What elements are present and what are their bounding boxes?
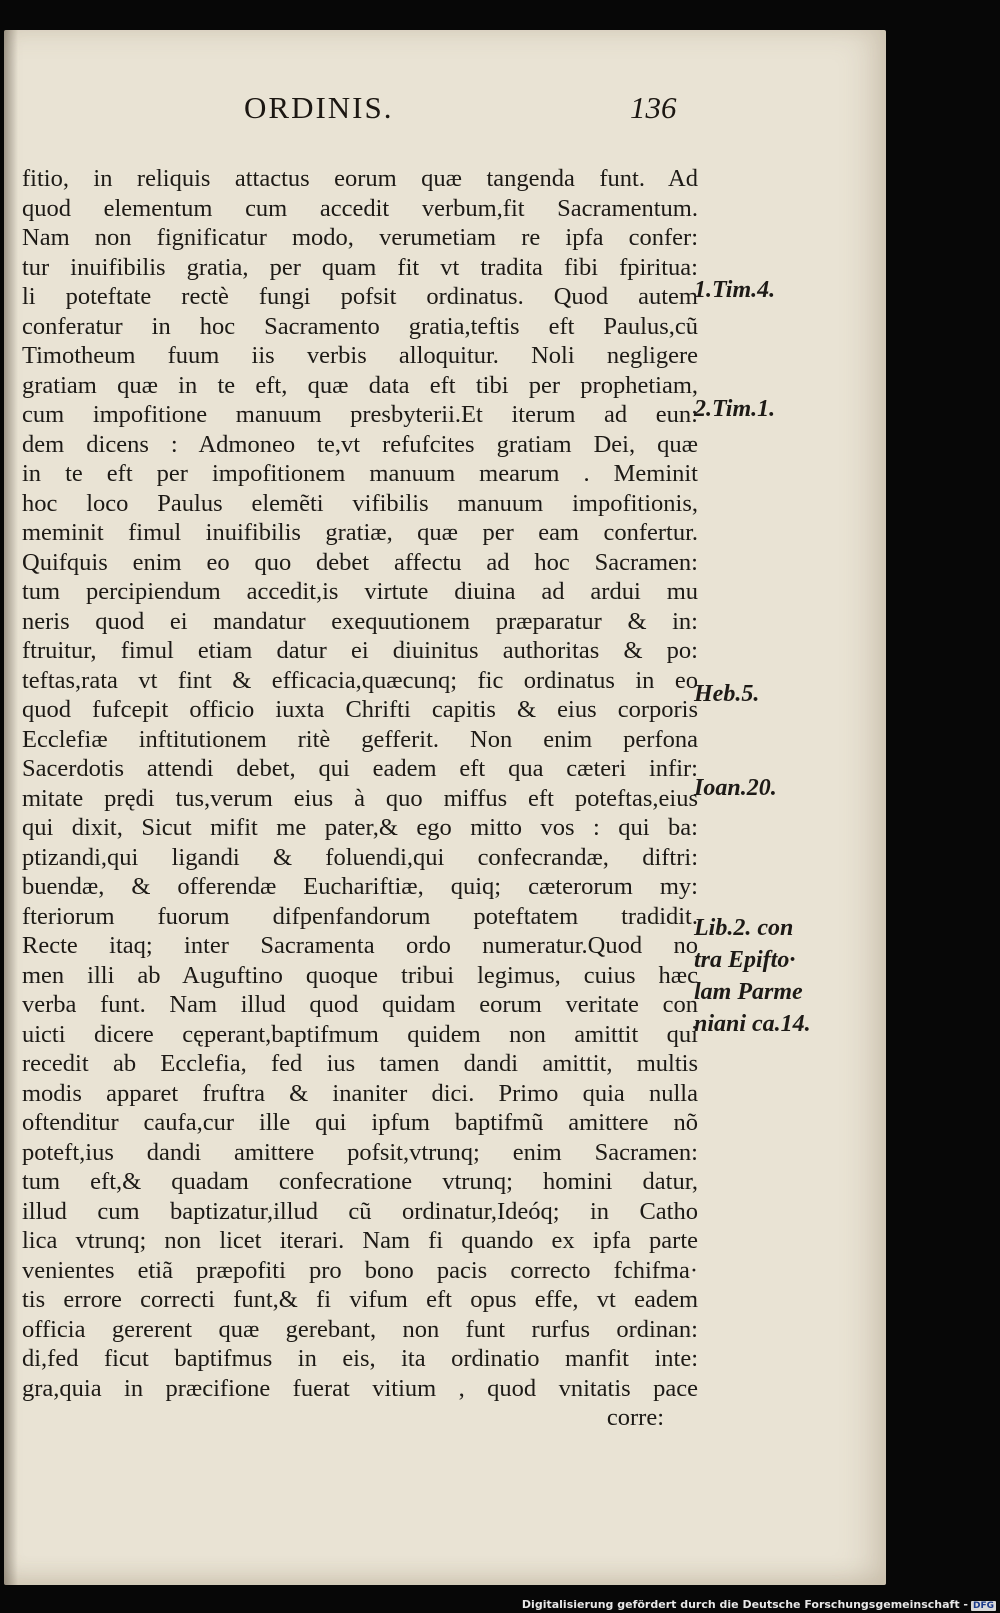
text-line: dem dicens : Admoneo te,vt refufcites gratiam Dei, quæ <box>22 430 698 458</box>
text-line: tum eft,& quadam confecratione vtrunq; homini datur, <box>22 1168 698 1195</box>
text-line: corre: <box>606 1404 664 1431</box>
text-line: ftruitur, fimul etiam datur ei diuinitus authoritas & po: <box>22 637 698 664</box>
text-line: fitio, in reliquis attactus eorum quæ tangenda funt. Ad <box>22 165 698 192</box>
text-line: cum impofitione manuum presbyterii.Et iterum ad eun: <box>22 401 698 428</box>
text-line: verba funt. Nam illud quod quidam eorum veritate con <box>22 991 698 1018</box>
text-line: tur inuifibilis gratia, per quam fit vt tradita fibi fpiritua: <box>22 253 698 281</box>
text-line: gratiam quæ in te eft, quæ data eft tibi per prophetiam, <box>22 371 698 399</box>
text-line: neris quod ei mandatur exequutionem præparatur & in: <box>22 607 698 635</box>
text-line: tum percipiendum accedit,is virtute diuina ad ardui mu <box>22 578 698 605</box>
text-line: in te eft per impofitionem manuum mearum . Meminit <box>22 460 698 487</box>
text-line: tis errore correcti funt,& fi vifum eft opus effe, vt eadem <box>22 1286 698 1313</box>
text-line: meminit fimul inuifibilis gratiæ, quæ per eam confertur. <box>22 519 698 546</box>
marginal-note-augustine-1: Lib.2. con <box>694 915 794 941</box>
text-line: di,fed ficut baptifmus in eis, ita ordinatio manfit inte: <box>22 1345 698 1372</box>
marginal-note-augustine-2: tra Epifto· <box>694 947 796 973</box>
text-line: Recte itaq; inter Sacramenta ordo numeratur.Quod no <box>22 932 698 959</box>
marginal-note-heb-5: Heb.5. <box>694 681 760 707</box>
text-line: qui dixit, Sicut mifit me pater,& ego mitto vos : qui ba: <box>22 814 698 841</box>
text-line: ptizandi,qui ligandi & foluendi,qui confecrandæ, diftri: <box>22 843 698 871</box>
text-line: gra,quia in præcifione fuerat vitium , quod vnitatis pace <box>22 1374 698 1402</box>
text-line: conferatur in hoc Sacramento gratia,teftis eft Paulus,cũ <box>22 312 698 340</box>
text-line: venientes etiã præpofiti pro bono pacis correcto fchifma· <box>22 1256 698 1284</box>
text-line: oftenditur caufa,cur ille qui ipfum baptifmũ amittere nõ <box>22 1109 698 1136</box>
text-line: Timotheum fuum iis verbis alloquitur. Noli negligere <box>22 342 698 369</box>
marginal-note-ioan-20: Ioan.20. <box>694 775 777 801</box>
page-number: 136 <box>630 90 677 125</box>
text-line: uicti dicere cęperant,baptifmum quidem non amittit qui <box>22 1020 698 1048</box>
text-line: teftas,rata vt fint & efficacia,quæcunq; fic ordinatus in eo <box>22 666 698 694</box>
text-line: quod elementum cum accedit verbum,fit Sacramentum. <box>22 194 698 222</box>
text-line: Sacerdotis attendi debet, qui eadem eft qua cæteri infir: <box>22 755 698 782</box>
body-text <box>22 164 698 1433</box>
text-line: hoc loco Paulus elemẽti vifibilis manuum impofitionis, <box>22 489 698 517</box>
marginal-note-augustine-4: niani ca.14. <box>694 1011 811 1037</box>
text-line: buendæ, & offerendæ Euchariftiæ, quiq; cæterorum my: <box>22 873 698 900</box>
spine-shadow <box>4 30 18 1585</box>
text-line: Nam non fignificatur modo, verumetiam re ipfa confer: <box>22 224 698 251</box>
book-page <box>4 30 886 1585</box>
running-head: ORDINIS. <box>244 90 394 125</box>
marginal-note-2-tim-1: 2.Tim.1. <box>694 396 776 422</box>
dfg-logo: DFG <box>972 1601 994 1611</box>
text-line: illud cum baptizatur,illud cũ ordinatur,Ideóq; in Catho <box>22 1197 698 1225</box>
text-line: men illi ab Auguftino quoque tribui legimus, cuius hæc <box>22 961 698 989</box>
text-line: lica vtrunq; non licet iterari. Nam fi quando ex ipfa parte <box>22 1227 698 1254</box>
text-line: modis apparet fruftra & inaniter dici. Primo quia nulla <box>22 1079 698 1107</box>
text-line: Quifquis enim eo quo debet affectu ad hoc Sacramen: <box>22 548 698 576</box>
text-line: mitate prędi tus,verum eius à quo miffus eft poteftas,eius <box>22 784 698 812</box>
text-line: Ecclefiæ inftitutionem ritè gefferit. Non enim perfona <box>22 725 698 753</box>
text-line: poteft,ius dandi amittere pofsit,vtrunq; enim Sacramen: <box>22 1138 698 1166</box>
text-line: li poteftate rectè fungi pofsit ordinatus. Quod autem <box>22 283 698 310</box>
marginal-note-1-tim-4: 1.Tim.4. <box>694 277 776 303</box>
digitization-credit <box>522 1598 996 1611</box>
marginal-note-augustine-3: lam Parme <box>694 979 803 1005</box>
text-line: officia gererent quæ gerebant, non funt rurfus ordinan: <box>22 1315 698 1343</box>
text-line: recedit ab Ecclefia, fed ius tamen dandi amittit, multis <box>22 1050 698 1077</box>
text-line: fteriorum fuorum difpenfandorum poteftatem tradidit. <box>22 902 698 930</box>
text-line: quod fufcepit officio iuxta Chrifti capitis & eius corporis <box>22 696 698 723</box>
credit-text: Digitalisierung gefördert durch die Deutsche Forschungsgemeinschaft - <box>521 1598 968 1611</box>
